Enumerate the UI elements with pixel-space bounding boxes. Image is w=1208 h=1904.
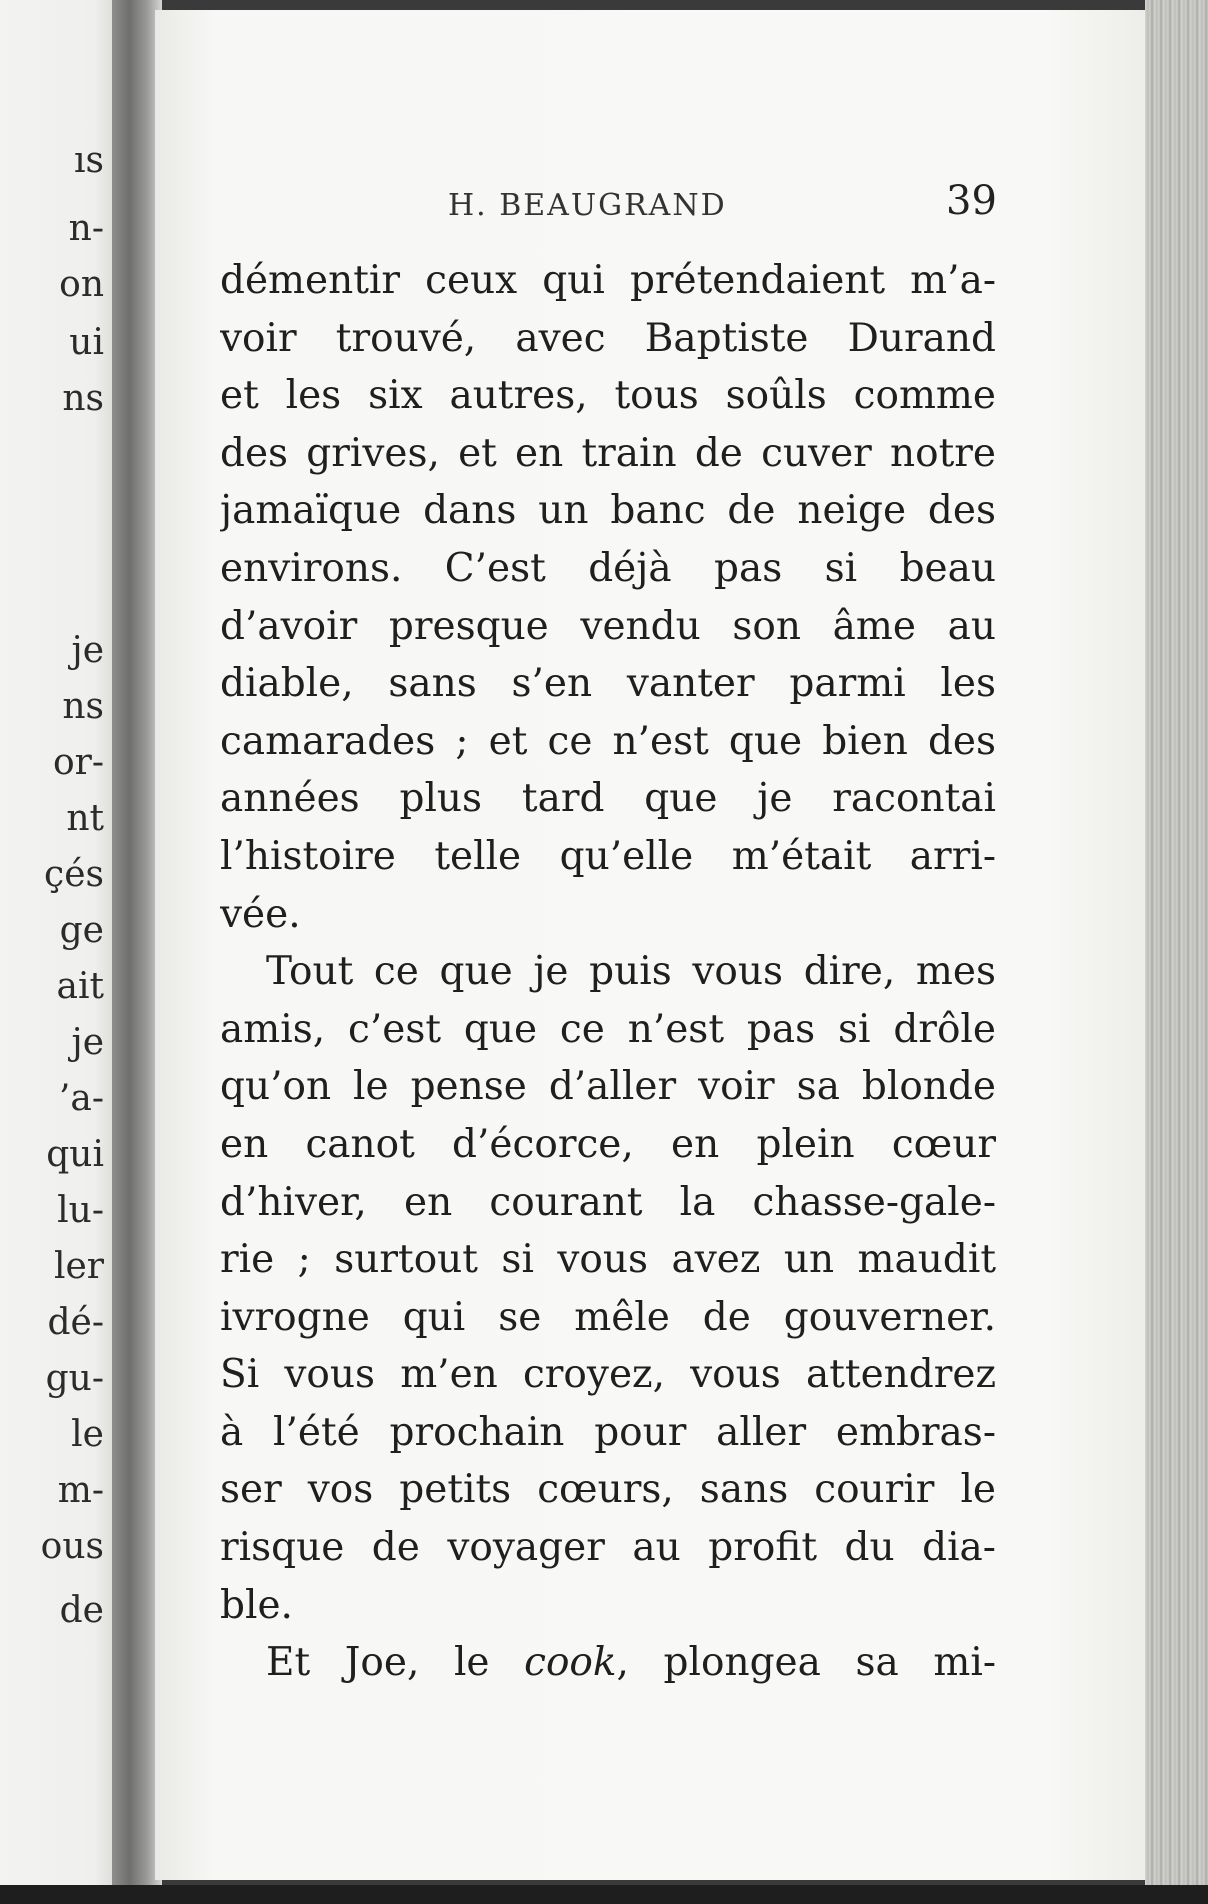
prev-page-fragment: ns [62,378,104,419]
page-fore-edge [1145,0,1208,1904]
prev-page-fragment: ge [59,910,104,951]
text-line: camarades ; et ce n’est que bien des [220,718,996,764]
prev-page-fragment: de [59,1590,104,1631]
text-line: années plus tard que je racontai [220,776,996,822]
final-line-before: Et Joe, le [266,1640,525,1686]
text-line: environs. C’est déjà pas si beau [220,545,996,591]
text-line-paragraph-start: Tout ce que je puis vous dire, mes [266,949,996,995]
prev-page-fragment: je [71,1022,104,1063]
text-line: d’avoir presque vendu son âme au [220,603,996,649]
text-line-paragraph-start [220,1634,996,1692]
text-line: qu’on le pense d’aller voir sa blonde [220,1064,996,1110]
text-line: voir trouvé, avec Baptiste Durand [220,315,996,361]
scan-bottom-edge [0,1885,1208,1904]
final-line-after: , plongea sa mi- [616,1640,996,1686]
prev-page-fragment: n- [68,208,104,249]
text-line: à l’été prochain pour aller embras- [220,1409,996,1455]
text-line: ivrogne qui se mêle de gouverner. [220,1294,996,1340]
prev-page-fragment: ıs [74,140,104,181]
body-text [220,252,996,1692]
prev-page-fragment: ’a- [58,1078,104,1119]
text-line: des grives, et en train de cuver notre [220,430,996,476]
text-line: Si vous m’en croyez, vous attendrez [220,1352,996,1398]
prev-page-fragment: ait [56,966,104,1007]
text-line: diable, sans s’en vanter parmi les [220,661,996,707]
prev-page-fragment: ler [53,1246,104,1287]
text-line: et les six autres, tous soûls comme [220,373,996,419]
prev-page-fragment: je [71,630,104,671]
prev-page-fragment: m- [57,1470,104,1511]
text-line: ser vos petits cœurs, sans courir le [220,1467,996,1513]
text-line: en canot d’écorce, en plein cœur [220,1121,996,1167]
prev-page-fragment: on [59,264,104,305]
text-line: ble. [220,1582,293,1628]
final-line-italic: cook [524,1640,617,1686]
prev-page-fragment: ui [69,322,104,363]
prev-page-fragment: ns [62,686,104,727]
prev-page-fragment: ous [40,1526,104,1567]
prev-page-fragment: gu- [45,1358,104,1399]
prev-page-fragment: or- [52,742,104,783]
text-line: amis, c’est que ce n’est pas si drôle [220,1006,996,1052]
prev-page-fragment: dé- [47,1302,104,1343]
text-line: rie ; surtout si vous avez un maudit [220,1237,996,1283]
prev-page-fragment: çés [44,854,104,895]
text-line: démentir ceux qui prétendaient m’a- [220,258,996,303]
prev-page-fragment: qui [46,1134,104,1175]
previous-page-strip [0,0,118,1890]
text-line: d’hiver, en courant la chasse-gale- [220,1179,996,1225]
prev-page-fragment: lu- [57,1190,104,1231]
prev-page-fragment: le [71,1414,104,1455]
page-number: 39 [946,178,997,224]
text-line: vée. [220,891,301,937]
text-line: l’histoire telle qu’elle m’était arri- [220,833,996,879]
text-line: jamaïque dans un banc de neige des [220,488,996,534]
prev-page-fragment: nt [66,798,104,839]
running-head: H. BEAUGRAND [448,188,727,223]
text-line: risque de voyager au profit du dia- [220,1525,996,1571]
